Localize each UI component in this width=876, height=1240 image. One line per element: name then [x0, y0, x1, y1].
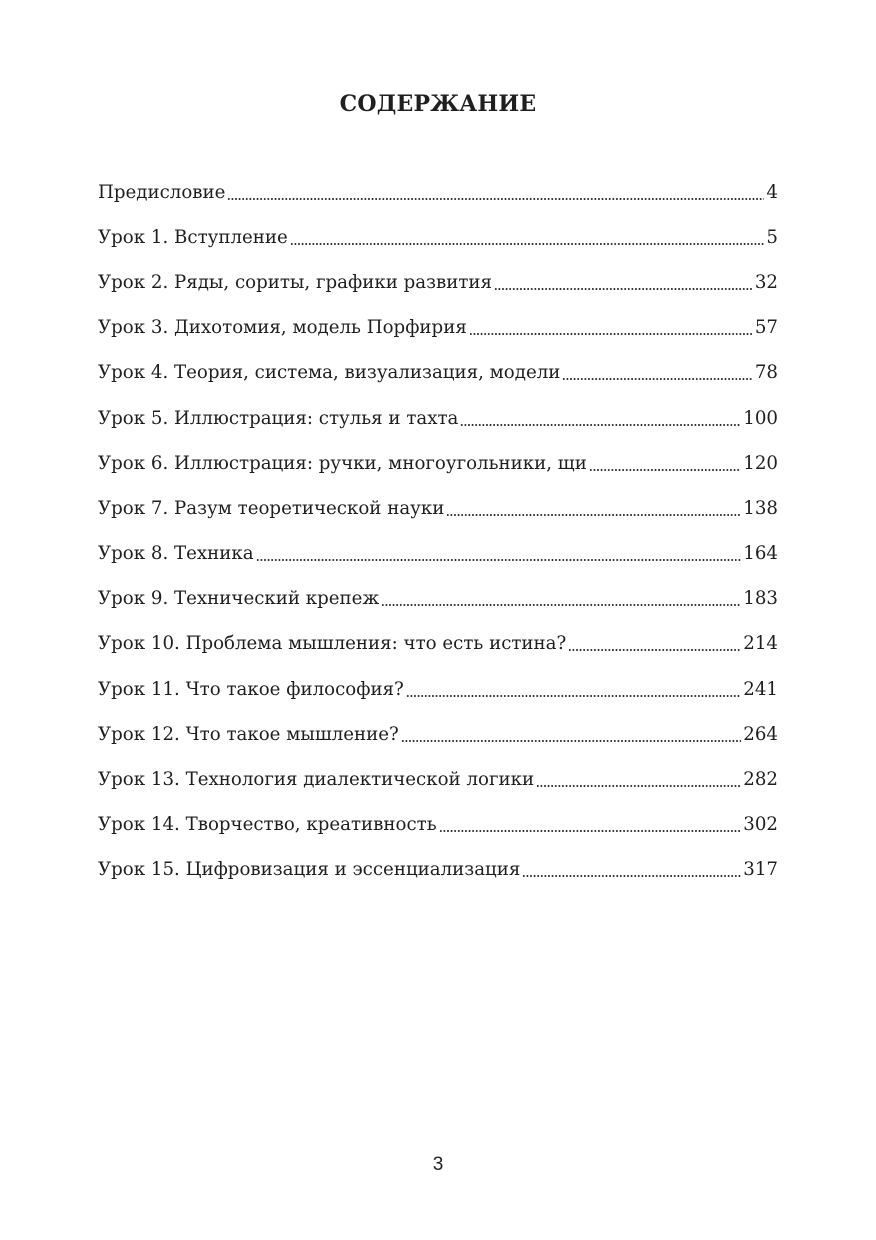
toc-entry-title: Урок 9. Технический крепеж	[98, 588, 380, 610]
table-of-contents	[98, 170, 778, 893]
toc-entry-title: Урок 11. Что такое философия?	[98, 678, 404, 700]
toc-entry-page: 183	[743, 588, 778, 610]
dot-leader	[494, 288, 753, 290]
toc-entry-page: 5	[766, 226, 778, 248]
toc-entry-page: 214	[743, 633, 778, 655]
toc-entry-title: Урок 2. Ряды, сориты, графики развития	[98, 271, 493, 293]
dot-leader	[460, 424, 741, 426]
toc-entry	[98, 351, 778, 396]
toc-entry-title: Урок 6. Иллюстрация: ручки, многоугольники, щи	[98, 452, 587, 474]
toc-entry	[98, 848, 778, 893]
toc-entry-page: 78	[754, 362, 778, 384]
toc-entry	[98, 306, 778, 351]
toc-entry-page: 282	[743, 769, 778, 791]
toc-entry-title: Предисловие	[98, 181, 226, 203]
toc-entry-title: Урок 5. Иллюстрация: стулья и тахта	[98, 407, 459, 429]
toc-entry	[98, 803, 778, 848]
toc-entry-title: Урок 14. Творчество, креативность	[98, 814, 437, 836]
toc-entry	[98, 577, 778, 622]
toc-entry-title: Урок 4. Теория, система, визуализация, модели	[98, 362, 561, 384]
toc-entry	[98, 215, 778, 260]
dot-leader	[256, 559, 742, 561]
dot-leader	[562, 378, 752, 380]
toc-entry-page: 302	[743, 814, 778, 836]
toc-entry	[98, 486, 778, 531]
toc-entry	[98, 712, 778, 757]
toc-entry-page: 317	[743, 859, 778, 881]
toc-entry-page: 4	[766, 181, 778, 203]
dot-leader	[381, 604, 741, 606]
toc-entry	[98, 757, 778, 802]
dot-leader	[589, 469, 741, 471]
toc-entry	[98, 622, 778, 667]
toc-entry-page: 138	[743, 497, 778, 519]
toc-entry-page: 241	[743, 678, 778, 700]
dot-leader	[406, 695, 741, 697]
dot-leader	[227, 198, 764, 200]
toc-entry-title: Урок 7. Разум теоретической науки	[98, 497, 445, 519]
dot-leader	[290, 243, 765, 245]
toc-entry-page: 57	[754, 317, 778, 339]
toc-entry-title: Урок 10. Проблема мышления: что есть истина?	[98, 633, 567, 655]
dot-leader	[469, 333, 753, 335]
toc-entry	[98, 532, 778, 577]
dot-leader	[446, 514, 741, 516]
dot-leader	[401, 740, 741, 742]
toc-entry-title: Урок 1. Вступление	[98, 226, 288, 248]
toc-entry	[98, 441, 778, 486]
toc-entry	[98, 170, 778, 215]
toc-entry-page: 164	[743, 543, 778, 565]
page-title: СОДЕРЖАНИЕ	[339, 91, 537, 117]
toc-entry	[98, 396, 778, 441]
toc-entry-title: Урок 15. Цифровизация и эссенциализация	[98, 859, 521, 881]
toc-entry-page: 120	[743, 452, 778, 474]
toc-entry	[98, 667, 778, 712]
dot-leader	[536, 785, 741, 787]
dot-leader	[439, 830, 742, 832]
dot-leader	[568, 649, 741, 651]
toc-entry-title: Урок 13. Технология диалектической логики	[98, 769, 535, 791]
toc-entry-page: 264	[743, 723, 778, 745]
page-number: 3	[432, 1154, 444, 1175]
toc-entry-title: Урок 3. Дихотомия, модель Порфирия	[98, 317, 467, 339]
toc-entry-page: 32	[754, 271, 778, 293]
toc-entry-page: 100	[743, 407, 778, 429]
dot-leader	[522, 875, 741, 877]
toc-entry-title: Урок 12. Что такое мышление?	[98, 723, 399, 745]
toc-entry-title: Урок 8. Техника	[98, 543, 254, 565]
toc-entry	[98, 260, 778, 305]
